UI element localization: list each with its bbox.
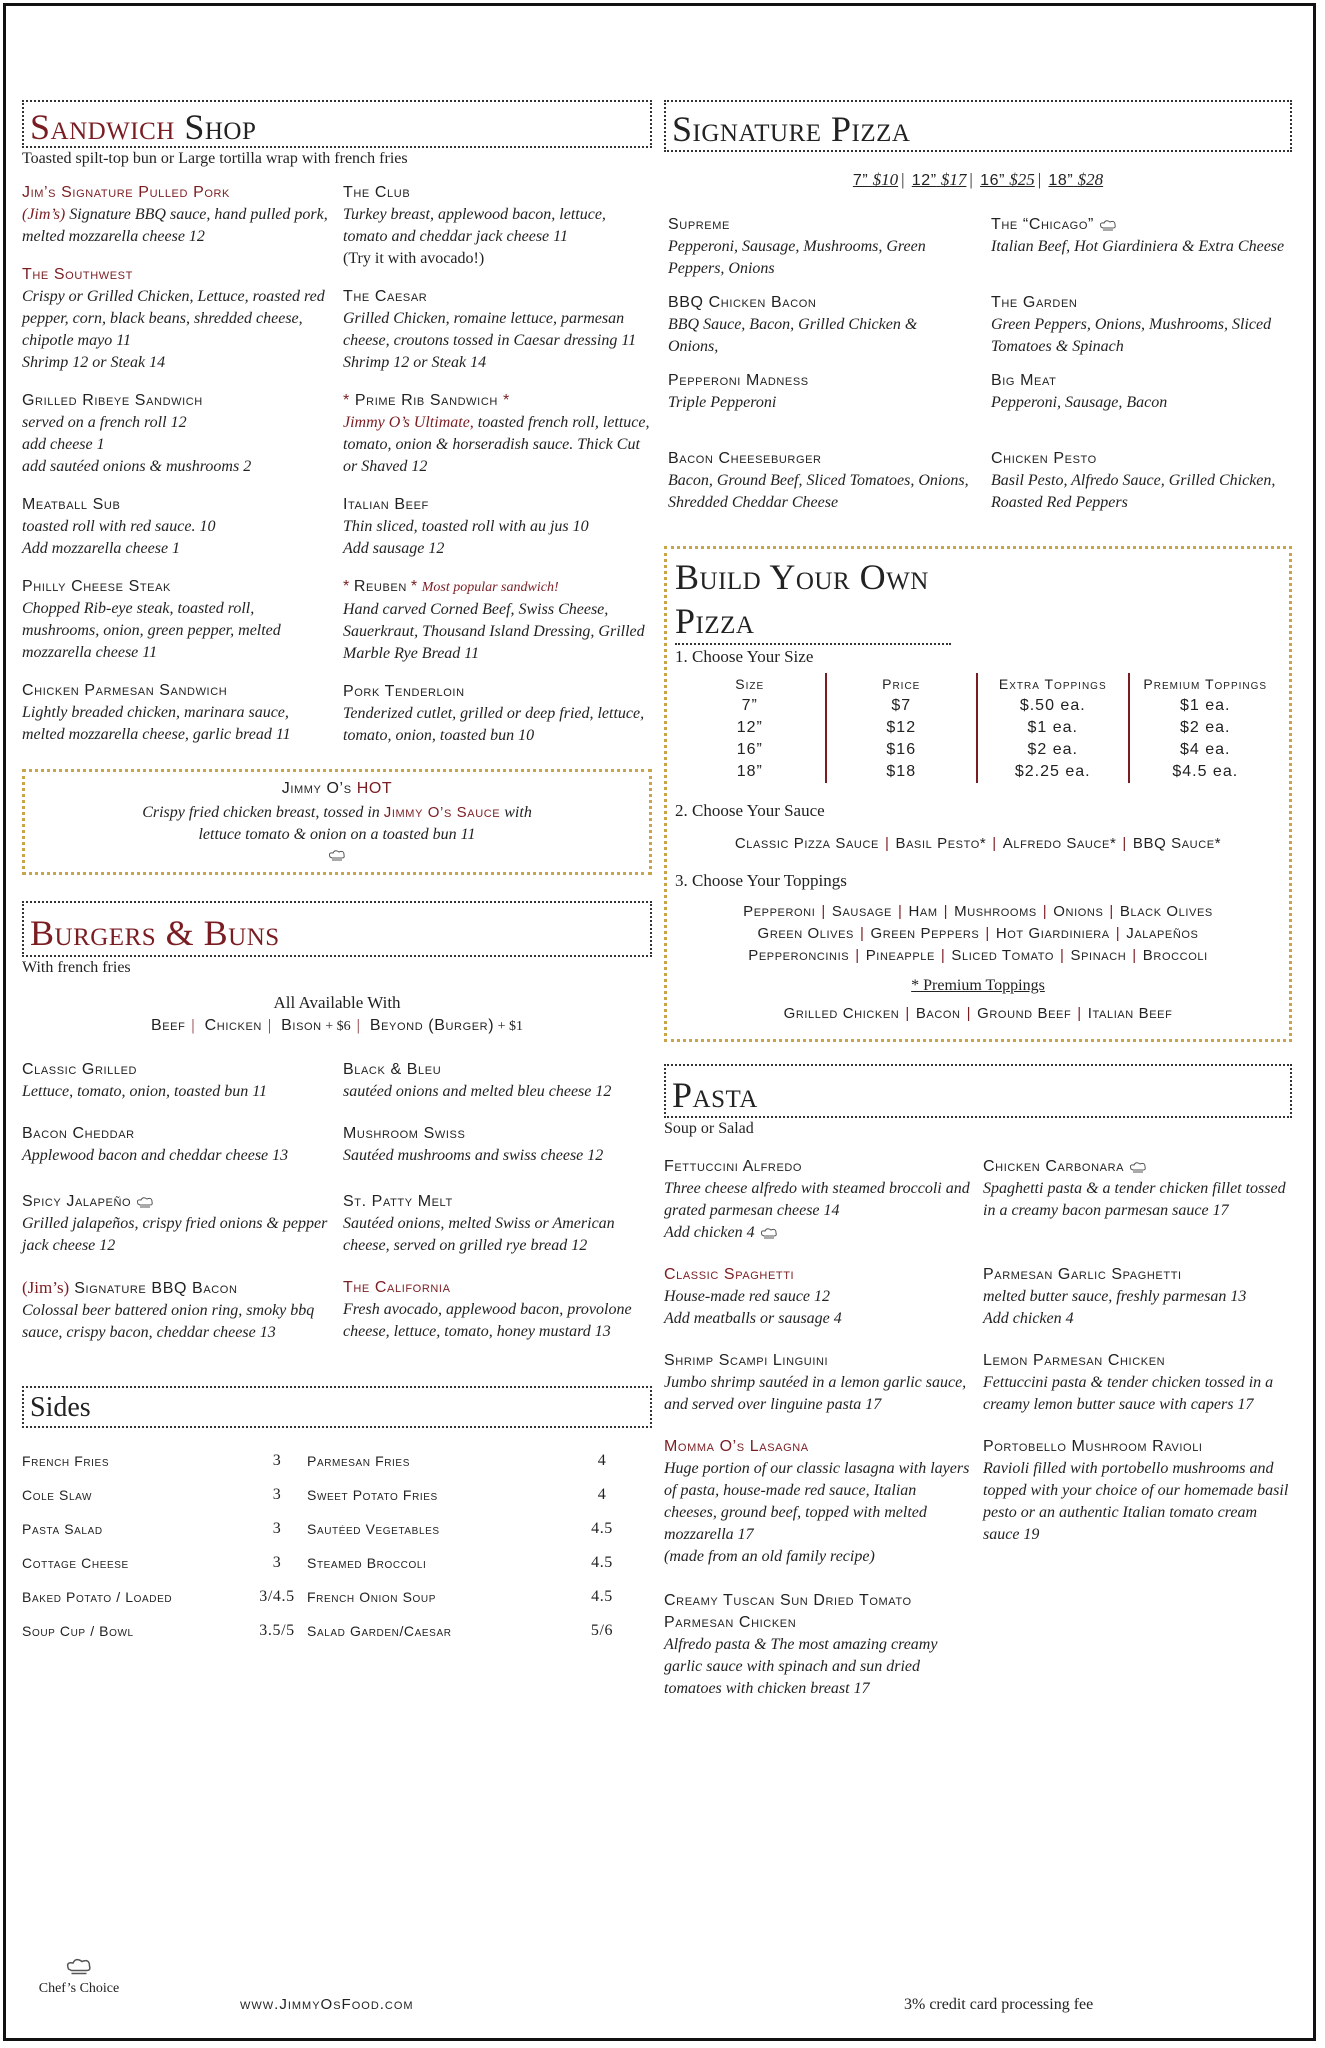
byo-header xyxy=(675,555,951,645)
topping-option: Green Olives xyxy=(757,925,854,942)
item-desc-red: (Jim’s) xyxy=(22,206,66,223)
item-desc: Italian Beef, Hot Giardiniera & Extra Cheese xyxy=(991,238,1285,255)
item-name: Creamy Tuscan Sun Dried Tomato Parmesan Chicken xyxy=(664,1592,912,1631)
table-cell: $4 ea. xyxy=(1180,741,1231,758)
hot-title-b: HOT xyxy=(356,780,393,797)
item-name-red: (Jim’s) xyxy=(22,1278,70,1297)
item-name: Italian Beef xyxy=(343,496,429,513)
item-desc: Fettuccini pasta & tender chicken tossed in a creamy lemon butter sauce with capers 17 xyxy=(983,1374,1274,1413)
protein-options: Beef | Chicken | Bison + $6 | Beyond (Burger) + $1 xyxy=(150,1017,524,1034)
burgers-header xyxy=(22,901,652,957)
table-cell: $2 ea. xyxy=(1027,741,1078,758)
menu-item xyxy=(22,680,331,746)
menu-item xyxy=(22,1277,331,1344)
item-desc: Lettuce, tomato, onion, toasted bun 11 xyxy=(22,1083,268,1100)
signature-size-prices: 7” $10 | 12” $17 | 16” $25 | 18” $28 xyxy=(852,170,1104,189)
table-cell: $2 ea. xyxy=(1180,719,1231,736)
item-name: The Garden xyxy=(991,294,1078,311)
side-name: Steamed Broccoli xyxy=(307,1555,427,1571)
item-desc: melted butter sauce, freshly parmesan 13 xyxy=(983,1288,1247,1305)
menu-item xyxy=(343,286,652,374)
item-desc: Hand carved Corned Beef, Swiss Cheese, Sauerkraut, Thousand Island Dressing, Grilled Marble Rye Bread 11 xyxy=(343,601,645,662)
item-extra: Add mozzarella cheese 1 xyxy=(22,540,181,557)
sides-row xyxy=(22,1614,652,1648)
item-name: Classic Spaghetti xyxy=(664,1266,795,1283)
item-name: Pepperoni Madness xyxy=(668,372,809,389)
item-desc: Pepperoni, Sausage, Bacon xyxy=(991,394,1168,411)
item-name: Jim’s Signature Pulled Pork xyxy=(22,184,230,201)
price-column xyxy=(827,673,979,783)
item-desc: Colossal beer battered onion ring, smoky bbq sauce, crispy bacon, cheddar cheese 13 xyxy=(22,1302,315,1341)
credit-card-fee-note: 3% credit card processing fee xyxy=(904,1996,1094,2013)
menu-item xyxy=(22,264,331,374)
item-name: Black & Bleu xyxy=(343,1061,442,1078)
premium-topping-options: Grilled Chicken | Bacon | Ground Beef | Italian Beef xyxy=(783,1005,1173,1022)
topping-option: Black Olives xyxy=(1119,903,1213,920)
item-name: Bacon Cheeseburger xyxy=(668,450,822,467)
sandwich-subtitle: Toasted spilt-top bun or Large tortilla wrap with french fries xyxy=(22,150,408,167)
signature-grid xyxy=(664,214,1292,514)
topping-option: Ham xyxy=(908,903,938,920)
premium-toppings-title: * Premium Toppings xyxy=(911,977,1045,994)
sandwich-shop-header xyxy=(22,100,652,148)
side-name: Soup Cup / Bowl xyxy=(22,1623,134,1639)
menu-item xyxy=(664,1264,973,1330)
item-name: Fettuccini Alfredo xyxy=(664,1158,803,1175)
protein-bison: Bison xyxy=(281,1017,322,1034)
item-desc: House-made red sauce 12 xyxy=(664,1288,831,1305)
star-mark: * xyxy=(410,578,418,595)
item-desc: Applewood bacon and cheddar cheese 13 xyxy=(22,1147,289,1164)
item-desc: Fresh avocado, applewood bacon, provolone cheese, lettuce, tomato, honey mustard 13 xyxy=(343,1301,632,1340)
menu-item xyxy=(343,1277,652,1343)
item-desc: Green Peppers, Onions, Mushrooms, Sliced Tomatoes & Spinach xyxy=(991,316,1272,355)
item-name: BBQ Chicken Bacon xyxy=(668,294,817,311)
pasta-right-list xyxy=(983,1156,1292,1700)
side-name: Parmesan Fries xyxy=(307,1453,410,1469)
chef-choice-legend xyxy=(34,1956,124,1997)
topping-row: Pepperoncinis | Pineapple | Sliced Tomato | Spinach | Broccoli xyxy=(748,947,1208,964)
item-desc: toasted roll with red sauce. 10 xyxy=(22,518,216,535)
size-price: $10 xyxy=(872,170,899,189)
item-desc: Pepperoni, Sausage, Mushrooms, Green Peppers, Onions xyxy=(668,238,926,277)
menu-item xyxy=(22,1191,331,1257)
size-price: $25 xyxy=(1009,170,1035,189)
menu-item xyxy=(22,1123,331,1167)
item-name: Portobello Mushroom Ravioli xyxy=(983,1438,1203,1455)
menu-item xyxy=(991,448,1292,514)
topping-option: Green Peppers xyxy=(870,925,980,942)
chef-hat-icon xyxy=(35,846,639,864)
sides-title: Sides xyxy=(30,1392,91,1423)
item-desc: Triple Pepperoni xyxy=(668,394,777,411)
size-label: 16” xyxy=(980,172,1006,189)
burgers-title: Burgers & Buns xyxy=(30,913,280,953)
sauce-option: BBQ Sauce* xyxy=(1132,835,1222,852)
item-desc: Tenderized cutlet, grilled or deep fried, lettuce, tomato, onion, toasted bun 10 xyxy=(343,705,645,744)
sauce-option: Basil Pesto* xyxy=(895,835,987,852)
topping-option: Pepperoni xyxy=(743,903,816,920)
side-price: 3.5/5 xyxy=(259,1622,295,1639)
item-desc: Alfredo pasta & The most amazing creamy garlic sauce with spinach and sun dried tomatoes with chicken breast 17 xyxy=(664,1636,938,1697)
menu-item xyxy=(664,1350,973,1416)
topping-option: Grilled Chicken xyxy=(783,1005,900,1022)
item-name: Spicy Jalapeño xyxy=(22,1193,132,1210)
table-cell: $7 xyxy=(891,697,912,714)
menu-item xyxy=(22,390,331,478)
pasta-subtitle: Soup or Salad xyxy=(664,1120,754,1137)
protein-beef: Beef xyxy=(150,1017,186,1034)
topping-option: Broccoli xyxy=(1142,947,1208,964)
menu-item xyxy=(664,1436,973,1568)
sandwich-left-list xyxy=(22,176,331,747)
sides-header xyxy=(22,1386,652,1428)
burgers-right-list xyxy=(343,1045,652,1344)
side-price: 4 xyxy=(597,1486,607,1503)
sandwich-grid xyxy=(22,176,652,747)
size-price: $28 xyxy=(1077,170,1104,189)
chef-hat-icon xyxy=(1128,1158,1148,1175)
item-extra: Shrimp 12 or Steak 14 xyxy=(343,354,487,371)
table-cell: 7” xyxy=(741,697,758,714)
pasta-grid xyxy=(664,1156,1292,1700)
item-name: Chicken Pesto xyxy=(991,450,1097,467)
burgers-left-list xyxy=(22,1045,331,1344)
item-extra: add sautéed onions & mushrooms 2 xyxy=(22,458,252,475)
menu-item xyxy=(343,494,652,560)
signature-left-list xyxy=(668,214,969,514)
side-name: Sautéed Vegetables xyxy=(307,1521,440,1537)
burgers-subtitle: With french fries xyxy=(22,959,131,976)
topping-option: Ground Beef xyxy=(977,1005,1072,1022)
topping-row: Green Olives | Green Peppers | Hot Giardiniera | Jalapeños xyxy=(757,925,1199,942)
signature-pizza-header xyxy=(664,100,1292,152)
hot-sauce-name: Jimmy O’s Sauce xyxy=(383,804,501,821)
item-desc: Bacon, Ground Beef, Sliced Tomatoes, Onions, Shredded Cheddar Cheese xyxy=(668,472,969,511)
menu-item xyxy=(22,494,331,560)
sandwich-title-b: Shop xyxy=(174,107,257,147)
topping-option: Onions xyxy=(1053,903,1104,920)
table-cell: $1 ea. xyxy=(1027,719,1078,736)
menu-item xyxy=(22,576,331,664)
side-name: Cottage Cheese xyxy=(22,1555,129,1571)
item-desc: Spaghetti pasta & a tender chicken fillet tossed in a creamy bacon parmesan sauce 17 xyxy=(983,1180,1286,1219)
sauce-option: Classic Pizza Sauce xyxy=(734,835,879,852)
burgers-grid xyxy=(22,1045,652,1344)
table-cell: 16” xyxy=(736,741,763,758)
item-desc: toasted french roll, lettuce, tomato, onion & horseradish sauce. Thick Cut or Shaved 12 xyxy=(343,414,650,475)
pasta-header xyxy=(664,1064,1292,1118)
topping-options xyxy=(675,901,1281,967)
star-mark: * xyxy=(343,578,350,595)
topping-option: Jalapeños xyxy=(1126,925,1199,942)
size-price: $17 xyxy=(940,170,967,189)
item-name: St. Patty Melt xyxy=(343,1193,453,1210)
menu-item xyxy=(983,1156,1292,1222)
menu-item xyxy=(343,182,652,270)
item-name: Bacon Cheddar xyxy=(22,1125,135,1142)
menu-item xyxy=(664,1156,973,1244)
menu-item xyxy=(991,214,1292,258)
menu-item xyxy=(668,292,969,358)
menu-item xyxy=(664,1590,973,1700)
table-cell: $.50 ea. xyxy=(1019,697,1086,714)
chef-hat-icon xyxy=(759,1224,779,1241)
side-name: Pasta Salad xyxy=(22,1521,103,1537)
item-desc: Grilled jalapeños, crispy fried onions & pepper jack cheese 12 xyxy=(22,1215,328,1254)
protein-chicken: Chicken xyxy=(204,1017,262,1034)
item-name: Grilled Ribeye Sandwich xyxy=(22,392,203,409)
column-header: Extra Toppings xyxy=(998,676,1107,692)
table-cell: $2.25 ea. xyxy=(1014,763,1091,780)
star-mark: * xyxy=(343,392,350,409)
menu-item xyxy=(983,1350,1292,1416)
item-desc: Ravioli filled with portobello mushrooms and topped with your choice of our homemade basil pesto or an authentic Italian tomato cream sauce 19 xyxy=(983,1460,1289,1543)
item-name: Lemon Parmesan Chicken xyxy=(983,1352,1166,1369)
item-extra: Add meatballs or sausage 4 xyxy=(664,1310,842,1327)
item-desc: Huge portion of our classic lasagna with layers of pasta, house-made red sauce, Italian cheeses, ground beef, topped with melted mozzarella 17 xyxy=(664,1460,970,1543)
sandwich-title-a: Sandwich xyxy=(30,107,175,147)
sauce-option: Alfredo Sauce* xyxy=(1002,835,1117,852)
item-desc: Turkey breast, applewood bacon, lettuce, tomato and cheddar jack cheese 11 xyxy=(343,206,606,245)
menu-item xyxy=(343,1191,652,1257)
menu-item xyxy=(983,1436,1292,1546)
item-desc: Jumbo shrimp sautéed in a lemon garlic sauce, and served over linguine pasta 17 xyxy=(664,1374,967,1413)
byo-step3: 3. Choose Your Toppings xyxy=(675,871,847,890)
side-name: French Fries xyxy=(22,1453,110,1469)
build-your-own-box xyxy=(664,546,1292,1042)
item-desc: Basil Pesto, Alfredo Sauce, Grilled Chicken, Roasted Red Peppers xyxy=(991,472,1276,511)
table-cell: $1 ea. xyxy=(1180,697,1231,714)
sides-row xyxy=(22,1444,652,1478)
side-price: 3/4.5 xyxy=(259,1588,295,1605)
jimmy-os-hot-box xyxy=(22,769,652,875)
item-desc: Signature BBQ sauce, hand pulled pork, melted mozzarella cheese 12 xyxy=(22,206,328,245)
menu-item xyxy=(22,1059,331,1103)
item-name: Momma O’s Lasagna xyxy=(664,1438,809,1455)
byo-step2: 2. Choose Your Sauce xyxy=(675,801,825,820)
item-desc: Three cheese alfredo with steamed broccoli and grated parmesan cheese 14 xyxy=(664,1180,970,1219)
pasta-left-list xyxy=(664,1156,973,1700)
topping-option: Spinach xyxy=(1070,947,1127,964)
byo-size-table xyxy=(675,673,1281,783)
item-extra: Shrimp 12 or Steak 14 xyxy=(22,354,166,371)
table-cell: 12” xyxy=(736,719,763,736)
chef-choice-label: Chef’s Choice xyxy=(38,1981,120,1996)
item-name: The Southwest xyxy=(22,266,133,283)
item-name: Mushroom Swiss xyxy=(343,1125,466,1142)
item-desc: served on a french roll 12 xyxy=(22,414,187,431)
sides-row xyxy=(22,1478,652,1512)
item-name: Pork Tenderloin xyxy=(343,683,465,700)
topping-option: Mushrooms xyxy=(954,903,1037,920)
menu-item xyxy=(343,1059,652,1103)
protein-beyond: Beyond (Burger) xyxy=(369,1017,495,1034)
item-desc: Thin sliced, toasted roll with au jus 10 xyxy=(343,518,589,535)
side-price: 3 xyxy=(272,1520,282,1537)
table-cell: $12 xyxy=(886,719,917,736)
chef-hat-icon xyxy=(135,1193,155,1210)
item-name: Chicken Carbonara xyxy=(983,1158,1125,1175)
column-header: Price xyxy=(882,676,921,692)
hot-line1-c: with xyxy=(500,804,532,821)
menu-item xyxy=(343,390,652,478)
sandwich-right-list xyxy=(343,176,652,747)
pasta-title: Pasta xyxy=(672,1075,758,1115)
menu-item xyxy=(991,292,1292,358)
side-price: 3 xyxy=(272,1554,282,1571)
item-name: The Caesar xyxy=(343,288,428,305)
side-price: 4.5 xyxy=(591,1520,613,1537)
item-desc: BBQ Sauce, Bacon, Grilled Chicken & Onions, xyxy=(668,316,918,355)
column-header: Size xyxy=(735,676,765,692)
item-extra: (made from an old family recipe) xyxy=(664,1548,875,1565)
hot-title-a: Jimmy O’s xyxy=(281,780,357,797)
item-extra: add cheese 1 xyxy=(22,436,105,453)
side-price: 4.5 xyxy=(591,1588,613,1605)
right-column xyxy=(664,100,1292,1700)
sides-row xyxy=(22,1546,652,1580)
size-column xyxy=(675,673,827,783)
item-desc: sautéed onions and melted bleu cheese 12 xyxy=(343,1083,612,1100)
side-price: 3 xyxy=(272,1452,282,1469)
star-mark: * xyxy=(502,392,510,409)
item-desc: Sautéed mushrooms and swiss cheese 12 xyxy=(343,1147,604,1164)
item-desc-red: Jimmy O’s Ultimate, xyxy=(343,414,474,431)
item-name: Chicken Parmesan Sandwich xyxy=(22,682,228,699)
website-link[interactable]: www.JimmyOsFood.com xyxy=(240,1996,414,2013)
menu-item xyxy=(22,182,331,248)
item-extra: Add sausage 12 xyxy=(343,540,445,557)
hot-line1-a: Crispy fried chicken breast, tossed in xyxy=(142,804,384,821)
side-price: 4 xyxy=(597,1452,607,1469)
menu-item xyxy=(983,1264,1292,1330)
menu-item xyxy=(668,448,969,514)
side-price: 3 xyxy=(272,1486,282,1503)
menu-item xyxy=(343,1123,652,1167)
size-label: 12” xyxy=(911,172,937,189)
side-name: Sweet Potato Fries xyxy=(307,1487,438,1503)
item-desc: Grilled Chicken, romaine lettuce, parmesan cheese, croutons tossed in Caesar dressing 11 xyxy=(343,310,637,349)
item-extra: Add chicken 4 xyxy=(664,1224,755,1241)
premium-toppings-column xyxy=(1130,673,1282,783)
side-price: 4.5 xyxy=(591,1554,613,1571)
item-name: The California xyxy=(343,1279,451,1296)
side-name: French Onion Soup xyxy=(307,1589,436,1605)
item-name: The “Chicago” xyxy=(991,216,1094,233)
topping-option: Pepperoncinis xyxy=(748,947,850,964)
item-name: Classic Grilled xyxy=(22,1061,138,1078)
sides-row xyxy=(22,1580,652,1614)
popular-note: Most popular sandwich! xyxy=(421,580,559,595)
item-name: Reuben xyxy=(353,578,407,595)
topping-option: Hot Giardiniera xyxy=(995,925,1110,942)
item-desc: Sautéed onions, melted Swiss or American cheese, served on grilled rye bread 12 xyxy=(343,1215,615,1254)
item-name: Big Meat xyxy=(991,372,1057,389)
topping-option: Italian Beef xyxy=(1087,1005,1173,1022)
item-name: The Club xyxy=(343,184,411,201)
column-header: Premium Toppings xyxy=(1143,676,1268,692)
topping-option: Sliced Tomato xyxy=(951,947,1055,964)
size-label: 7” xyxy=(852,172,869,189)
item-extra: (Try it with avocado!) xyxy=(343,250,485,267)
byo-step1: 1. Choose Your Size xyxy=(675,647,814,666)
item-name: Parmesan Garlic Spaghetti xyxy=(983,1266,1182,1283)
side-price: 5/6 xyxy=(590,1622,614,1639)
item-desc: Chopped Rib-eye steak, toasted roll, mushrooms, onion, green pepper, melted mozzarella cheese 11 xyxy=(22,600,281,661)
item-name: Philly Cheese Steak xyxy=(22,578,171,595)
table-cell: $4.5 ea. xyxy=(1172,763,1239,780)
extra-toppings-column xyxy=(978,673,1130,783)
available-with: All Available With xyxy=(273,993,401,1012)
left-column xyxy=(22,100,652,1648)
item-desc: Crispy or Grilled Chicken, Lettuce, roasted red pepper, corn, black beans, shredded cheese, chipotle mayo 11 xyxy=(22,288,325,349)
side-name: Salad Garden/Caesar xyxy=(307,1623,452,1639)
topping-option: Pineapple xyxy=(865,947,935,964)
size-label: 18” xyxy=(1048,172,1074,189)
byo-title: Build Your Own Pizza xyxy=(675,557,929,641)
topping-row: Pepperoni | Sausage | Ham | Mushrooms | Onions | Black Olives xyxy=(743,903,1213,920)
table-cell: $16 xyxy=(886,741,917,758)
hot-line2: lettuce tomato & onion on a toasted bun 11 xyxy=(198,826,476,843)
chef-hat-icon xyxy=(1098,216,1118,233)
protein-bison-price: + $6 xyxy=(321,1019,351,1034)
item-name: Shrimp Scampi Linguini xyxy=(664,1352,829,1369)
menu-item xyxy=(991,370,1292,414)
chef-hat-icon xyxy=(34,1956,124,1981)
menu-item xyxy=(668,214,969,280)
sides-table xyxy=(22,1444,652,1648)
item-name: Prime Rib Sandwich xyxy=(354,392,498,409)
menu-item xyxy=(668,370,969,414)
item-extra: Add chicken 4 xyxy=(983,1310,1074,1327)
menu-item xyxy=(343,576,652,665)
item-name: Meatball Sub xyxy=(22,496,121,513)
table-cell: $18 xyxy=(886,763,917,780)
topping-option: Bacon xyxy=(915,1005,961,1022)
item-name: Signature BBQ Bacon xyxy=(69,1280,238,1297)
sides-row xyxy=(22,1512,652,1546)
protein-beyond-price: + $1 xyxy=(494,1019,524,1034)
signature-right-list xyxy=(991,214,1292,514)
table-cell: 18” xyxy=(736,763,763,780)
signature-title: Signature Pizza xyxy=(672,109,911,149)
menu-item xyxy=(343,681,652,747)
side-name: Baked Potato / Loaded xyxy=(22,1589,173,1605)
item-name: Supreme xyxy=(668,216,730,233)
item-desc: Lightly breaded chicken, marinara sauce, melted mozzarella cheese, garlic bread 11 xyxy=(22,704,291,743)
topping-option: Sausage xyxy=(831,903,892,920)
sauce-options: Classic Pizza Sauce | Basil Pesto* | Alfredo Sauce* | BBQ Sauce* xyxy=(734,835,1222,852)
side-name: Cole Slaw xyxy=(22,1487,93,1503)
